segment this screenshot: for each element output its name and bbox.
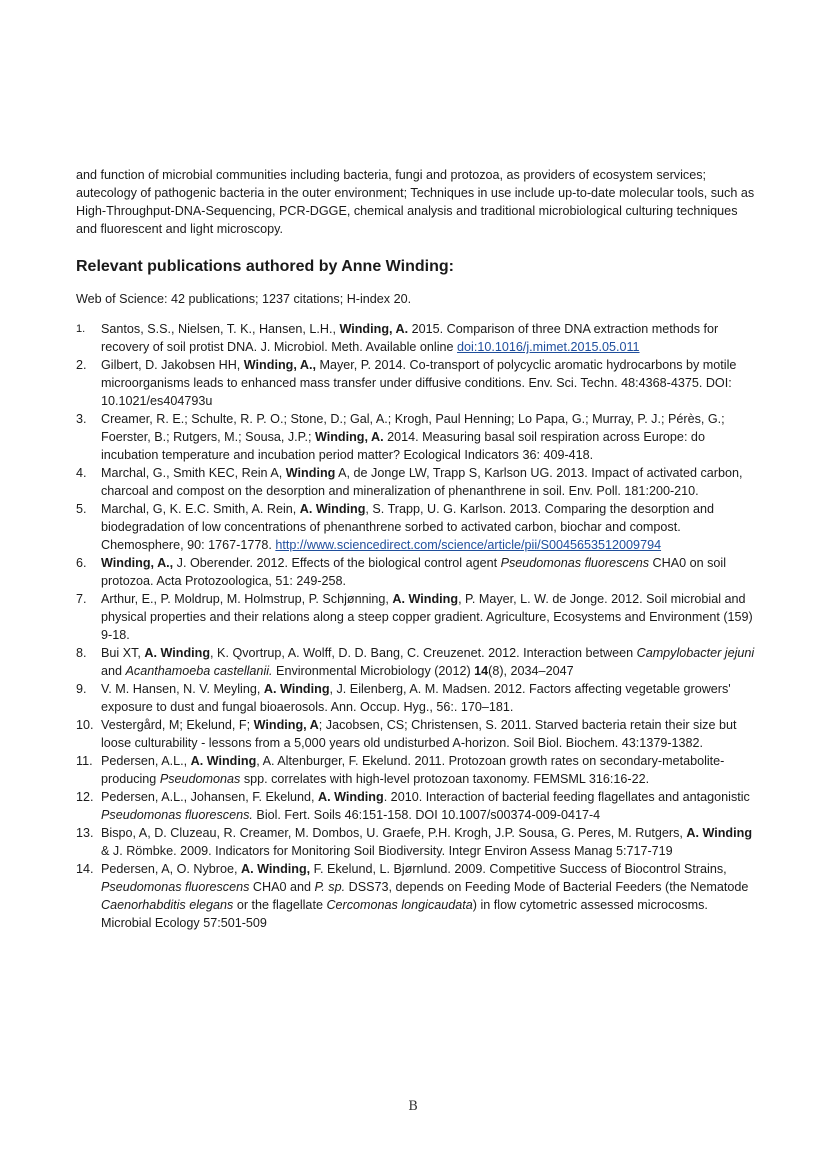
species-name: Campylobacter jejuni bbox=[636, 646, 755, 660]
publication-text: ) in flow cytometric assessed microcosms. Microbial Ecology 57:501-509 bbox=[101, 898, 708, 930]
publication-item bbox=[76, 464, 756, 500]
publication-text: spp. correlates with high-level protozoan taxonomy. FEMSML 316:16-22. bbox=[240, 772, 650, 786]
publication-text: or the flagellate bbox=[233, 898, 327, 912]
publication-text: Gilbert, D. Jakobsen HH, bbox=[101, 358, 244, 372]
publication-item bbox=[76, 824, 756, 860]
publication-item bbox=[76, 356, 756, 410]
species-name: Pseudomonas bbox=[159, 772, 241, 786]
author-highlight: A. Winding bbox=[318, 790, 384, 804]
publication-text: . 2010. Interaction of bacterial feeding flagellates and antagonistic bbox=[383, 790, 750, 804]
publication-text: V. M. Hansen, N. V. Meyling, bbox=[101, 682, 264, 696]
publication-number: 4. bbox=[76, 466, 87, 480]
publication-text: Creamer, R. E.; Schulte, R. P. O.; Stone, D.; Gal, A.; Krogh, Paul Henning; Lo Papa, G.; Murray, P. J.; Pérès, G.; Foerster, B.; Rutgers, M.; Sousa, J.P.; bbox=[101, 412, 725, 444]
publication-text: DSS73, depends on Feeding Mode of Bacterial Feeders (the Nematode bbox=[345, 880, 749, 894]
publication-text: Bispo, A, D. Cluzeau, R. Creamer, M. Dombos, U. Graefe, P.H. Krogh, J.P. Sousa, G. Peres, M. Rutgers, bbox=[101, 826, 687, 840]
author-highlight: Winding, A. bbox=[314, 430, 384, 444]
publication-text: Environmental Microbiology (2012) bbox=[272, 664, 475, 678]
author-highlight: A. Winding bbox=[263, 682, 330, 696]
publication-item bbox=[76, 788, 756, 824]
intro-paragraph: and function of microbial communities including bacteria, fungi and protozoa, as providers of ecosystem services; autecology of pathogenic bacteria in the outer environment; Techniques in use include up-to-date molecular tools, such as High-Throughput-DNA-Sequencing, PCR-DGGE, chemical analysis and traditional microbiological culturing techniques and fluorescent and light microscopy. bbox=[76, 168, 755, 236]
publication-text: Marchal, G, K. E.C. Smith, A. Rein, bbox=[101, 502, 300, 516]
publication-list bbox=[76, 320, 756, 932]
author-highlight: A. Winding bbox=[190, 754, 257, 768]
author-highlight: A. Winding, bbox=[241, 862, 311, 876]
publication-text: CHA0 and bbox=[249, 880, 315, 894]
publication-text: Pedersen, A.L., bbox=[101, 754, 191, 768]
author-highlight: Winding, A bbox=[253, 718, 319, 732]
publication-item bbox=[76, 716, 756, 752]
author-highlight: A. Winding bbox=[299, 502, 366, 516]
publication-link[interactable]: http://www.sciencedirect.com/science/article/pii/S0045653512009794 bbox=[275, 538, 662, 552]
publication-text: and bbox=[101, 664, 126, 678]
publication-number: 7. bbox=[76, 592, 87, 606]
publication-text: Arthur, E., P. Moldrup, M. Holmstrup, P. Schjønning, bbox=[101, 592, 393, 606]
publication-number: 11. bbox=[76, 754, 93, 768]
publication-item bbox=[76, 644, 756, 680]
author-highlight: A. Winding bbox=[392, 592, 459, 606]
species-name: P. sp. bbox=[314, 880, 346, 894]
publication-link[interactable]: doi:10.1016/j.mimet.2015.05.011 bbox=[457, 340, 640, 354]
publication-number: 1. bbox=[76, 323, 86, 335]
publication-text: J. Oberender. 2012. Effects of the biological control agent bbox=[173, 556, 501, 570]
citation-stats: Web of Science: 42 publications; 1237 citations; H-index 20. bbox=[76, 292, 412, 306]
publication-item bbox=[76, 590, 756, 644]
publication-text: Bui XT, bbox=[101, 646, 145, 660]
publication-text: Vestergård, M; Ekelund, F; bbox=[101, 718, 254, 732]
author-highlight: Winding, A., bbox=[243, 358, 316, 372]
publication-number: 10. bbox=[76, 718, 94, 732]
publication-number: 3. bbox=[76, 412, 87, 426]
publication-text: , S. Trapp, U. G. Karlson. 2013. Comparing the desorption and biodegradation of low concentrations of phenanthrene sorbed to activated carbon, biochar and compost. Chemosphere, 90: 1767-1778. bbox=[101, 502, 715, 552]
publication-text: Pedersen, A.L., Johansen, F. Ekelund, bbox=[101, 790, 319, 804]
publication-item bbox=[76, 500, 756, 554]
species-name: Caenorhabditis elegans bbox=[101, 898, 234, 912]
publication-item bbox=[76, 752, 756, 788]
publication-text: , P. Mayer, L. W. de Jonge. 2012. Soil microbial and physical properties and their relations along a steep copper gradient. Agriculture, Ecosystems and Environment (159) 9-18. bbox=[101, 592, 753, 642]
author-highlight: A. Winding bbox=[144, 646, 211, 660]
publication-text: Mayer, P. 2014. Co-transport of polycyclic aromatic hydrocarbons by motile microorganisms leads to enhanced mass transfer under diffusive conditions. Env. Sci. Techn. 48:4368-4375. DOI: 10.1021/es404793u bbox=[101, 358, 737, 408]
publication-number: 14. bbox=[76, 862, 94, 876]
species-name: Pseudomonas fluorescens bbox=[500, 556, 650, 570]
publication-item bbox=[76, 680, 756, 716]
publication-text: Biol. Fert. Soils 46:151-158. DOI 10.1007/s00374-009-0417-4 bbox=[252, 808, 601, 822]
publication-text: A, de Jonge LW, Trapp S, Karlson UG. 2013. Impact of activated carbon, charcoal and compost on the desorption and mineralization of phenanthrene in soil. Env. Poll. 181:200-210. bbox=[101, 466, 743, 498]
publication-number: 12. bbox=[76, 790, 94, 804]
publication-item bbox=[76, 410, 756, 464]
publication-text: & J. Römbke. 2009. Indicators for Monitoring Soil Biodiversity. Integr Environ Assess Manag 5:717-719 bbox=[101, 844, 673, 858]
page-footer-mark: B bbox=[408, 1099, 418, 1114]
publication-text: 2014. Measuring basal soil respiration across Europe: do incubation temperature and incubation period matter? Ecological Indicators 36: 409-418. bbox=[101, 430, 705, 462]
author-highlight: A. Winding bbox=[686, 826, 753, 840]
publication-text: Pedersen, A, O. Nybroe, bbox=[101, 862, 242, 876]
author-highlight: Winding bbox=[285, 466, 336, 480]
publication-text: ; Jacobsen, CS; Christensen, S. 2011. Starved bacteria retain their size but loose culturability - lessons from a 5,000 years old undisturbed A-horizon. Soil Biol. Biochem. 43:1379-1382. bbox=[101, 718, 737, 750]
species-name: Acanthamoeba castellanii. bbox=[125, 664, 273, 678]
publications-heading: Relevant publications authored by Anne Winding: bbox=[76, 258, 454, 275]
publication-text: CHA0 on soil protozoa. Acta Protozoologica, 51: 249-258. bbox=[101, 556, 727, 588]
publication-item bbox=[76, 860, 756, 932]
publication-text: , J. Eilenberg, A. M. Madsen. 2012. Factors affecting vegetable growers' exposure to dust and fungal bioaerosols. Ann. Occup. Hyg., 56:. 170–181. bbox=[101, 682, 731, 714]
author-highlight: Winding, A. bbox=[339, 322, 409, 336]
author-highlight: 14 bbox=[474, 664, 489, 678]
publication-number: 8. bbox=[76, 646, 87, 660]
publication-text: Marchal, G., Smith KEC, Rein A, bbox=[101, 466, 286, 480]
publication-number: 5. bbox=[76, 502, 87, 516]
publication-number: 6. bbox=[76, 556, 87, 570]
publication-text: F. Ekelund, L. Bjørnlund. 2009. Competitive Success of Biocontrol Strains, bbox=[310, 862, 727, 876]
publication-text: 2015. Comparison of three DNA extraction methods for recovery of soil protist DNA. J. Microbiol. Meth. Available online bbox=[101, 322, 719, 354]
publication-text: , A. Altenburger, F. Ekelund. 2011. Protozoan growth rates on secondary-metabolite-producing bbox=[101, 754, 725, 786]
publication-number: 13. bbox=[76, 826, 94, 840]
publication-number: 9. bbox=[76, 682, 87, 696]
publication-item bbox=[76, 320, 756, 356]
author-highlight: Winding, A., bbox=[101, 556, 174, 570]
publication-text: (8), 2034–2047 bbox=[488, 664, 574, 678]
publication-text: , K. Qvortrup, A. Wolff, D. D. Bang, C. Creuzenet. 2012. Interaction between bbox=[210, 646, 637, 660]
publication-item bbox=[76, 554, 756, 590]
publication-number: 2. bbox=[76, 358, 87, 372]
species-name: Pseudomonas fluorescens bbox=[101, 880, 250, 894]
species-name: Pseudomonas fluorescens. bbox=[101, 808, 253, 822]
species-name: Cercomonas longicaudata bbox=[326, 898, 473, 912]
publication-text: Santos, S.S., Nielsen, T. K., Hansen, L.H., bbox=[101, 322, 340, 336]
